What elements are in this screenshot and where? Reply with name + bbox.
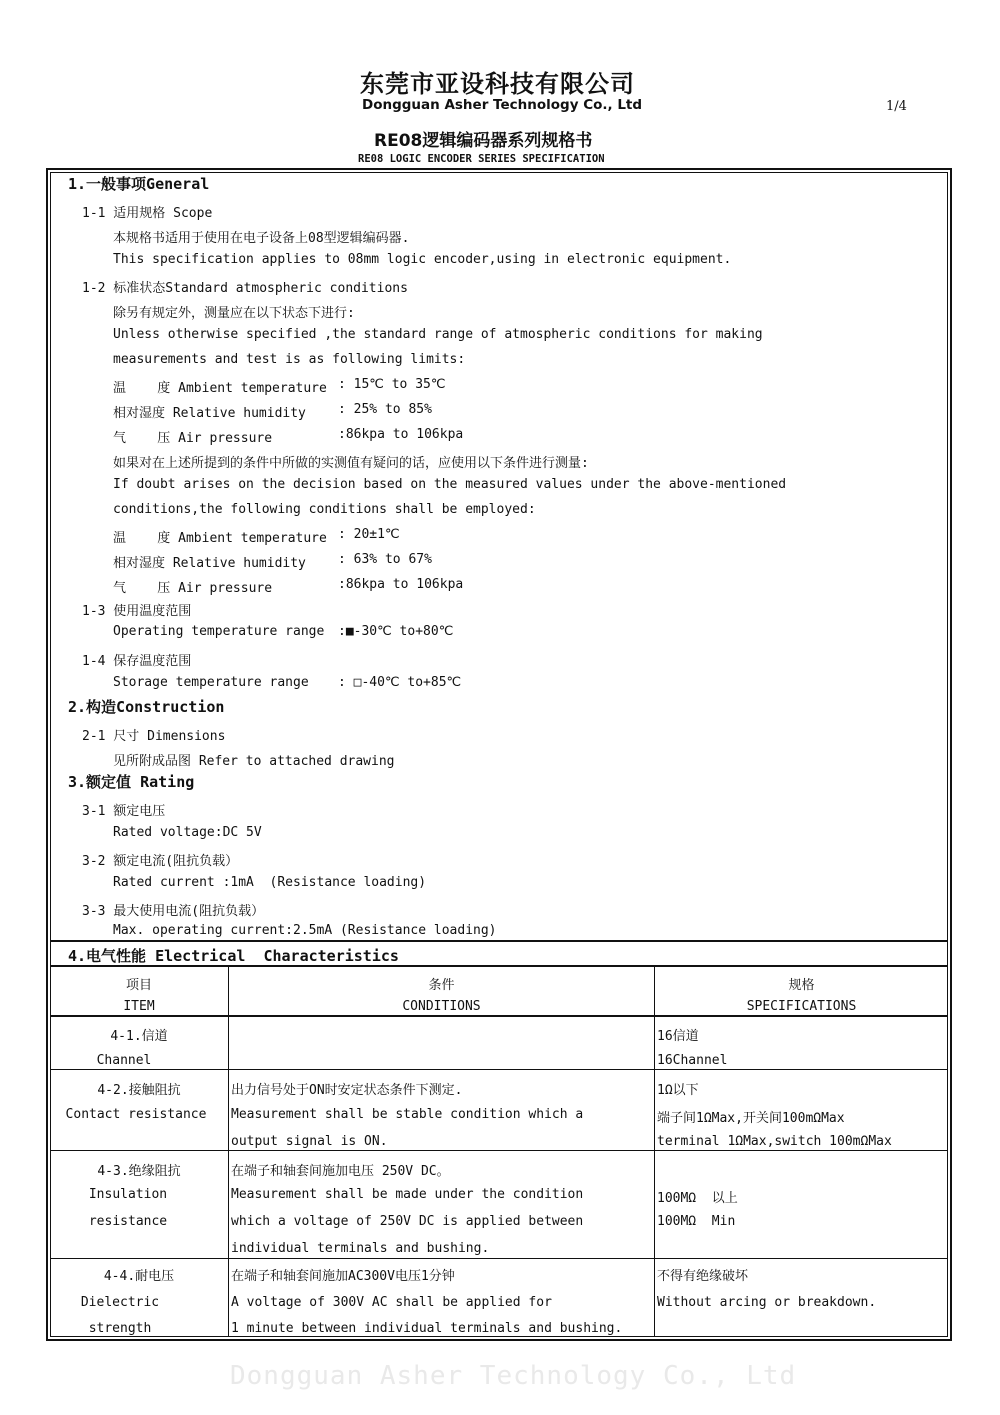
dimensions-title: 2-1 尺寸 Dimensions xyxy=(82,729,226,744)
row-divider xyxy=(50,1069,948,1070)
row-dielectric-strength-cond-1: 在端子和轴套间施加AC300V电压1分钟 xyxy=(231,1269,455,1284)
section-4-top-rule xyxy=(50,940,948,942)
storage-temperature-title: 1-4 保存温度范围 xyxy=(82,654,192,669)
row-channel-spec-en: 16Channel xyxy=(657,1053,728,1068)
ambient-temperature-label-2: 温 度 Ambient temperature xyxy=(113,531,327,546)
max-current-text: Max. operating current:2.5mA (Resistance loading) xyxy=(113,923,497,938)
document-subtitle: RE08 LOGIC ENCODER SERIES SPECIFICATION xyxy=(358,153,605,165)
section-rating-heading: 3.额定值 Rating xyxy=(68,773,195,791)
table-column-divider-1 xyxy=(228,966,229,1337)
column-item-cn: 项目 xyxy=(125,978,152,993)
row-contact-resistance-spec-1: 1Ω以下 xyxy=(657,1083,699,1098)
company-name-en: Dongguan Asher Technology Co., Ltd xyxy=(362,97,643,113)
row-insulation-resistance-spec-1: 100MΩ 以上 xyxy=(657,1191,738,1206)
row-dielectric-strength-spec-1: 不得有绝缘破坏 xyxy=(657,1269,749,1284)
rated-voltage-title: 3-1 额定电压 xyxy=(82,804,166,819)
table-column-divider-2 xyxy=(654,966,655,1337)
column-item-en: ITEM xyxy=(123,999,155,1014)
max-current-title: 3-3 最大使用电流(阻抗负载） xyxy=(82,904,265,919)
row-contact-resistance-cond-2: Measurement shall be stable condition which a xyxy=(231,1107,584,1122)
operating-temperature-value: :■-30℃ to+80℃ xyxy=(338,624,454,639)
air-pressure-label: 气 压 Air pressure xyxy=(113,431,273,446)
relative-humidity-label-2: 相对湿度 Relative humidity xyxy=(113,556,306,571)
rated-current-title: 3-2 额定电流(阻抗负载） xyxy=(82,854,239,869)
standard-conditions-en-1: Unless otherwise specified ,the standard range of atmospheric conditions for making xyxy=(113,327,763,342)
row-insulation-resistance-cond-3: which a voltage of 250V DC is applied between xyxy=(231,1214,584,1229)
row-contact-resistance-cond-3: output signal is ON. xyxy=(231,1134,388,1149)
scope-text-cn: 本规格书适用于使用在电子设备上08型逻辑编码器. xyxy=(113,231,410,246)
operating-temperature-label: Operating temperature range xyxy=(113,624,325,639)
doubt-text-en-1: If doubt arises on the decision based on the measured values under the above-mentioned xyxy=(113,477,787,492)
row-insulation-resistance-item-en-1: Insulation xyxy=(88,1187,168,1202)
standard-conditions-title: 1-2 标准状态Standard atmospheric conditions xyxy=(82,281,408,296)
standard-conditions-cn: 除另有规定外，测量应在以下状态下进行: xyxy=(113,306,355,321)
table-header-top-rule xyxy=(50,965,948,967)
row-contact-resistance-spec-2: 端子间1ΩMax,开关间100mΩMax xyxy=(657,1111,845,1126)
air-pressure-label-2: 气 压 Air pressure xyxy=(113,581,273,596)
row-dielectric-strength-item: 4-4.耐电压 xyxy=(103,1269,175,1284)
rated-voltage-text: Rated voltage:DC 5V xyxy=(113,825,262,840)
ambient-temperature-value-2: : 20±1℃ xyxy=(338,527,400,542)
scope-text-en: This specification applies to 08mm logic encoder,using in electronic equipment. xyxy=(113,252,732,267)
storage-temperature-label: Storage temperature range xyxy=(113,675,309,690)
relative-humidity-label: 相对湿度 Relative humidity xyxy=(113,406,306,421)
column-specifications-en: SPECIFICATIONS xyxy=(746,999,857,1014)
page-number: 1/4 xyxy=(886,99,907,114)
row-channel-item-en: Channel xyxy=(96,1053,152,1068)
row-insulation-resistance-item: 4-3.绝缘阻抗 xyxy=(97,1164,181,1179)
doubt-text-cn: 如果对在上述所提到的条件中所做的实测值有疑问的话，应使用以下条件进行测量: xyxy=(113,456,589,471)
section-general-heading: 1.一般事项General xyxy=(68,175,210,193)
doubt-text-en-2: conditions,the following conditions shall be employed: xyxy=(113,502,536,517)
scope-title: 1-1 适用规格 Scope xyxy=(82,206,213,221)
watermark-text: Dongguan Asher Technology Co., Ltd xyxy=(230,1361,797,1391)
row-dielectric-strength-spec-2: Without arcing or breakdown. xyxy=(657,1295,877,1310)
row-contact-resistance-item-en: Contact resistance xyxy=(65,1107,207,1122)
section-electrical-heading: 4.电气性能 Electrical Characteristics xyxy=(68,947,399,965)
air-pressure-value: :86kpa to 106kpa xyxy=(338,427,464,442)
company-name-cn: 东莞市亚设科技有限公司 xyxy=(360,70,635,98)
row-channel-spec-cn: 16信道 xyxy=(657,1029,699,1044)
air-pressure-value-2: :86kpa to 106kpa xyxy=(338,577,464,592)
row-insulation-resistance-cond-4: individual terminals and bushing. xyxy=(231,1241,490,1256)
ambient-temperature-label: 温 度 Ambient temperature xyxy=(113,381,327,396)
row-insulation-resistance-cond-1: 在端子和轴套间施加电压 250V DC。 xyxy=(231,1164,450,1179)
dimensions-text: 见所附成品图 Refer to attached drawing xyxy=(113,754,395,769)
row-contact-resistance-cond-1: 出力信号处于ON时安定状态条件下测定. xyxy=(231,1083,463,1098)
column-specifications-cn: 规格 xyxy=(788,978,815,993)
section-construction-heading: 2.构造Construction xyxy=(68,698,225,716)
row-dielectric-strength-item-en-2: strength xyxy=(88,1321,152,1336)
ambient-temperature-value: : 15℃ to 35℃ xyxy=(338,377,446,392)
row-dielectric-strength-cond-2: A voltage of 300V AC shall be applied for xyxy=(231,1295,552,1310)
column-conditions-cn: 条件 xyxy=(428,978,455,993)
operating-temperature-title: 1-3 使用温度范围 xyxy=(82,604,192,619)
row-channel-item: 4-1.信道 xyxy=(110,1029,168,1044)
row-divider xyxy=(50,1150,948,1151)
relative-humidity-value-2: : 63% to 67% xyxy=(338,552,432,567)
rated-current-text: Rated current :1mA (Resistance loading) xyxy=(113,875,427,890)
storage-temperature-value: : □-40℃ to+85℃ xyxy=(338,675,462,690)
standard-conditions-en-2: measurements and test is as following limits: xyxy=(113,352,466,367)
document-title: RE08逻辑编码器系列规格书 xyxy=(374,131,593,151)
column-conditions-en: CONDITIONS xyxy=(402,999,481,1014)
relative-humidity-value: : 25% to 85% xyxy=(338,402,432,417)
row-insulation-resistance-cond-2: Measurement shall be made under the condition xyxy=(231,1187,584,1202)
row-insulation-resistance-item-en-2: resistance xyxy=(88,1214,168,1229)
row-dielectric-strength-item-en-1: Dielectric xyxy=(80,1295,160,1310)
row-contact-resistance-item: 4-2.接触阻抗 xyxy=(97,1083,181,1098)
table-header-bottom-rule xyxy=(50,1015,948,1017)
row-insulation-resistance-spec-2: 100MΩ Min xyxy=(657,1214,736,1229)
row-divider xyxy=(50,1258,948,1259)
row-dielectric-strength-cond-3: 1 minute between individual terminals and bushing. xyxy=(231,1321,623,1336)
row-contact-resistance-spec-3: terminal 1ΩMax,switch 100mΩMax xyxy=(657,1134,892,1149)
